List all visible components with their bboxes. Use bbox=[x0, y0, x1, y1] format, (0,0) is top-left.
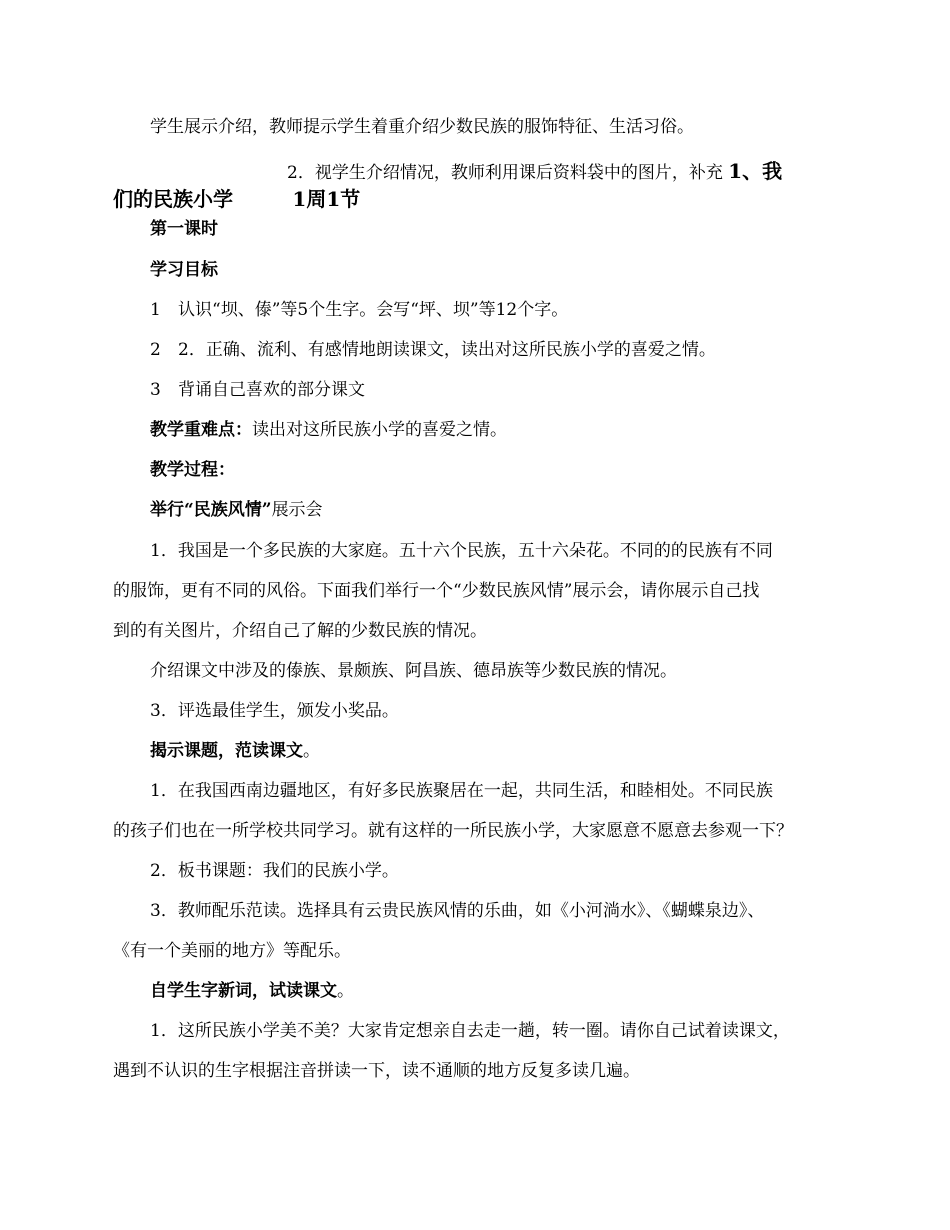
goal-text: 认识“坝、傣”等5个生字。会写“坪、坝”等12个字。 bbox=[178, 300, 569, 320]
paragraph-2-line-2: 的孩子们也在一所学校共同学习。就有这样的一所民族小学，大家愿意不愿意去参观一下？ bbox=[113, 821, 793, 841]
paragraph-3-line-2: 遇到不认识的生字根据注音拼读一下，读不通顺的地方反复多读几遍。 bbox=[113, 1061, 640, 1081]
lesson-title-line bbox=[113, 188, 853, 212]
goal-item-3 bbox=[150, 379, 850, 401]
self-study-heading-bold: 自学生字新词，试读课文 bbox=[150, 981, 337, 1001]
goal-number: 2 bbox=[150, 340, 161, 360]
goal-number: 1 bbox=[150, 300, 161, 320]
section-heading-self-study bbox=[150, 980, 850, 1002]
paragraph-supplement bbox=[287, 160, 847, 184]
section-heading-first-lesson: 第一课时 bbox=[150, 219, 218, 239]
goal-text: 2．正确、流利、有感情地朗读课文，读出对这所民族小学的喜爱之情。 bbox=[178, 340, 716, 360]
goal-text: 背诵自己喜欢的部分课文 bbox=[178, 380, 365, 400]
lesson-title: 们的民族小学 bbox=[113, 187, 233, 211]
paragraph-music-line-2: 《有一个美丽的地方》等配乐。 bbox=[113, 941, 351, 961]
key-difficulty-text: 读出对这所民族小学的喜爱之情。 bbox=[252, 420, 507, 440]
goal-item-2 bbox=[150, 339, 850, 361]
activity-heading-bold: 举行“民族风情” bbox=[150, 500, 272, 520]
paragraph-music-line-1: 3．教师配乐范读。选择具有云贵民族风情的乐曲，如《小河淌水》、《蝴蝶泉边》、 bbox=[150, 901, 765, 921]
key-difficulty-label: 教学重难点： bbox=[150, 420, 252, 440]
reveal-heading-bold: 揭示课题，范读课文 bbox=[150, 741, 303, 761]
lesson-schedule: 1周1节 bbox=[292, 187, 361, 211]
reveal-heading-period: 。 bbox=[303, 741, 320, 761]
lesson-number: 1、我 bbox=[728, 159, 783, 183]
paragraph-1-line-2: 的服饰，更有不同的风俗。下面我们举行一个“少数民族风情”展示会，请你展示自己找 bbox=[113, 581, 760, 601]
section-heading-goals: 学习目标 bbox=[150, 260, 218, 280]
activity-heading-rest: 展示会 bbox=[271, 500, 323, 520]
paragraph-2-line-1: 1．在我国西南边疆地区，有好多民族聚居在一起，共同生活，和睦相处。不同民族 bbox=[150, 781, 773, 801]
section-heading-reveal bbox=[150, 740, 850, 762]
paragraph-3-line-1: 1．这所民族小学美不美？大家肯定想亲自去走一趟，转一圈。请你自己试着读课文， bbox=[150, 1021, 790, 1041]
paragraph-1-line-1: 1．我国是一个多民族的大家庭。五十六个民族，五十六朵花。不同的的民族有不同 bbox=[150, 541, 773, 561]
self-study-heading-period: 。 bbox=[337, 981, 354, 1001]
key-difficulty bbox=[150, 419, 850, 441]
paragraph-board-title: 2．板书课题：我们的民族小学。 bbox=[150, 861, 399, 881]
paragraph-award: 3．评选最佳学生，颁发小奖品。 bbox=[150, 701, 399, 721]
supplement-text: 2．视学生介绍情况，教师利用课后资料袋中的图片，补充 bbox=[287, 163, 723, 183]
section-heading-process: 教学过程： bbox=[150, 460, 235, 480]
paragraph-ethnic-groups: 介绍课文中涉及的傣族、景颇族、阿昌族、德昂族等少数民族的情况。 bbox=[150, 661, 677, 681]
paragraph-1-line-3: 到的有关图片，介绍自己了解的少数民族的情况。 bbox=[113, 621, 487, 641]
paragraph-intro: 学生展示介绍，教师提示学生着重介绍少数民族的服饰特征、生活习俗。 bbox=[150, 117, 694, 137]
activity-heading bbox=[150, 499, 850, 521]
goal-number: 3 bbox=[150, 380, 161, 400]
goal-item-1 bbox=[150, 299, 850, 321]
